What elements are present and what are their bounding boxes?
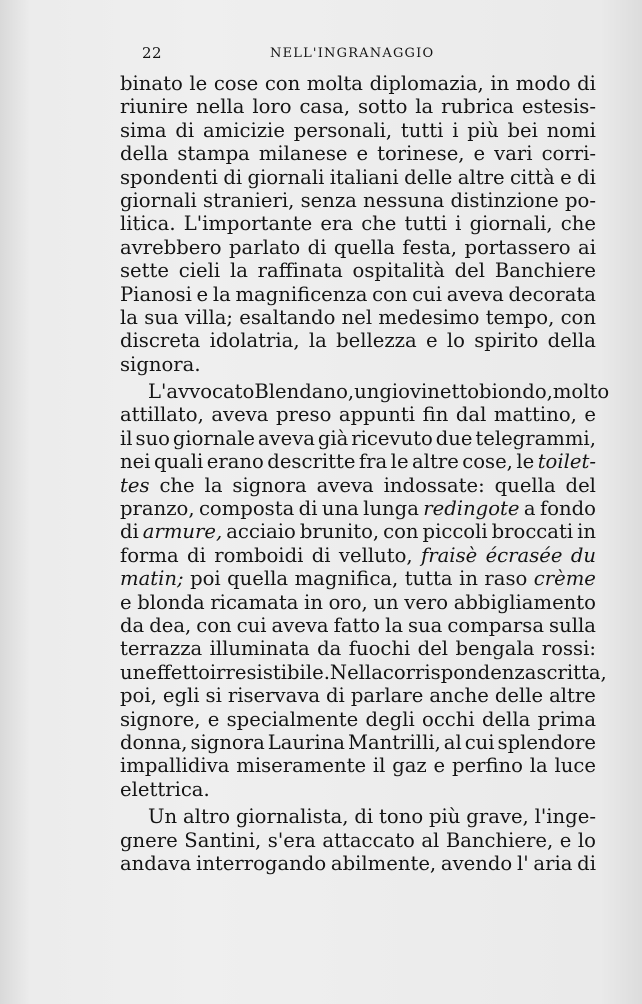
word: in <box>577 520 596 544</box>
word: s'era <box>267 828 316 852</box>
word: il <box>120 426 133 450</box>
text-line <box>120 72 596 95</box>
word: delle <box>494 684 544 708</box>
word: armure, <box>142 520 223 544</box>
body-text <box>120 72 610 875</box>
word: in <box>490 72 510 95</box>
word: e <box>560 165 572 189</box>
word: luce <box>554 754 596 778</box>
word: di <box>577 851 596 875</box>
text-line <box>120 852 596 875</box>
word: piccoli <box>422 520 488 544</box>
word: fin <box>422 403 449 427</box>
word: quella <box>494 473 556 497</box>
word: preso <box>276 403 332 427</box>
word: e <box>356 142 369 166</box>
word: a <box>523 497 536 521</box>
text-line <box>120 236 596 259</box>
word: ospitalità <box>352 259 445 283</box>
word: con <box>383 520 419 544</box>
word: corrispondenza <box>382 660 537 684</box>
word: fuochi <box>348 637 411 661</box>
word: abbigliamento <box>453 590 596 614</box>
word: estesis- <box>521 95 596 119</box>
word: aveva <box>271 613 329 637</box>
word: giornalista, <box>235 805 349 829</box>
word: della <box>481 707 531 731</box>
word: irresistibile. <box>209 660 330 684</box>
word: poi <box>190 567 221 591</box>
text-line <box>120 380 610 404</box>
word: di <box>298 497 318 521</box>
text-line <box>120 520 596 543</box>
word: e <box>425 329 438 353</box>
word: miseramente <box>236 754 367 778</box>
word: il <box>372 754 386 778</box>
word: sette <box>120 259 169 283</box>
text-line <box>120 829 596 852</box>
word: tono <box>379 805 424 829</box>
text-line <box>120 450 596 473</box>
text-line <box>120 754 596 777</box>
text-line <box>120 805 596 828</box>
word: toilet- <box>537 450 596 474</box>
word: cui <box>236 613 267 637</box>
word: erano <box>206 450 264 474</box>
word: Laurina <box>267 730 345 754</box>
word: medesimo <box>378 305 480 329</box>
word: nei <box>120 450 151 474</box>
word: dal <box>455 403 487 427</box>
text-line <box>120 329 596 352</box>
text-line <box>120 660 607 684</box>
word: distinzione <box>450 188 559 212</box>
word: oro, <box>328 590 368 614</box>
word: specialmente <box>226 707 359 731</box>
word: scritta, <box>536 660 607 684</box>
word: città <box>510 165 555 189</box>
word: velluto, <box>338 543 413 567</box>
word: più <box>467 118 499 142</box>
word: magnificenza <box>235 282 368 306</box>
word: la <box>415 95 434 119</box>
word: spirito <box>474 329 539 353</box>
text-line <box>120 544 596 567</box>
word: L'avvocato <box>148 380 255 404</box>
word: elettrica. <box>120 777 210 801</box>
word: del <box>565 473 596 497</box>
word: la <box>308 329 327 353</box>
word: si <box>205 684 222 708</box>
word: modo <box>515 72 571 95</box>
word: in <box>304 590 323 614</box>
word: in <box>459 567 478 591</box>
word: altre <box>549 684 596 708</box>
word: lunga <box>363 497 419 521</box>
word: di <box>354 805 374 829</box>
word: signora <box>232 473 307 497</box>
word: altre <box>457 165 505 189</box>
word: cose <box>213 72 259 95</box>
word: corri- <box>541 142 596 166</box>
word: raffinata <box>257 259 343 283</box>
word: Santini, <box>184 828 262 852</box>
text-line <box>120 212 596 235</box>
word: acciaio <box>226 520 296 544</box>
word: splendore <box>497 730 596 754</box>
text-line <box>120 684 596 707</box>
word: attillato, <box>120 403 204 427</box>
word: altre <box>412 450 459 474</box>
word: giornali <box>120 188 197 212</box>
text-line <box>120 119 596 142</box>
word: biondo, <box>479 380 553 404</box>
text-line <box>120 474 596 497</box>
text-line <box>120 283 596 306</box>
word: pranzo, <box>120 497 195 521</box>
word: e <box>120 590 132 614</box>
word: aveva <box>257 426 315 450</box>
word: interrogando <box>196 851 327 875</box>
word: festa, <box>402 235 458 259</box>
word: con <box>372 282 408 306</box>
word: nomi <box>546 118 596 142</box>
word: le <box>189 72 208 95</box>
word: giovinetto <box>379 380 480 404</box>
word: l' <box>516 851 529 875</box>
word: cui <box>412 282 443 306</box>
word: fatto <box>333 613 381 637</box>
word: da <box>120 613 145 637</box>
word: altro <box>183 805 230 829</box>
word: di <box>577 72 596 95</box>
word: romboidi <box>214 543 304 567</box>
word: prima <box>537 707 596 731</box>
word: perfino <box>451 754 523 778</box>
word: molto <box>552 380 610 404</box>
word: cose, <box>462 450 513 474</box>
word: parlare <box>350 684 424 708</box>
running-title: NELL'INGRANAGGIO <box>270 46 435 61</box>
word: redingote <box>423 497 520 521</box>
word: crème <box>533 567 596 591</box>
word: quali <box>153 450 204 474</box>
word: aria <box>533 851 573 875</box>
text-line <box>120 259 596 282</box>
text-line <box>120 731 596 754</box>
word: matin; <box>120 567 184 591</box>
text-line <box>120 166 596 189</box>
text-line <box>120 591 596 614</box>
word: anche <box>429 684 489 708</box>
word: e <box>433 754 446 778</box>
word: bengala <box>455 637 535 661</box>
word: di <box>311 543 331 567</box>
text-line <box>120 189 596 212</box>
word: con <box>196 613 232 637</box>
word: decorata <box>508 282 596 306</box>
word: quella <box>333 235 395 259</box>
word: poi, <box>120 684 157 708</box>
text-line <box>120 567 596 590</box>
word: senza <box>300 188 357 212</box>
word: giornali, <box>469 212 553 236</box>
word: tempo, <box>485 305 555 329</box>
text-line <box>120 427 596 450</box>
word: più <box>429 805 461 829</box>
word: Pianosi <box>120 282 192 306</box>
word: di <box>175 118 195 142</box>
word: con <box>264 72 301 95</box>
word: che <box>159 473 195 497</box>
word: donna, <box>120 730 188 754</box>
word: un <box>373 590 399 614</box>
word: stranieri, <box>203 188 295 212</box>
word: tes <box>120 473 150 497</box>
word: milanese <box>258 142 348 166</box>
word: diplomazia, <box>369 72 484 95</box>
word: esaltando <box>239 305 336 329</box>
word: Banchiere, <box>445 828 554 852</box>
word: lo <box>446 329 465 353</box>
word: nella <box>196 95 245 119</box>
word: spondenti <box>120 165 218 189</box>
word: tutta <box>404 567 453 591</box>
word: di <box>326 684 345 708</box>
word: la <box>212 282 231 306</box>
word: lo <box>577 828 596 852</box>
word: aveva <box>446 282 504 306</box>
word: quella <box>227 567 289 591</box>
word: écrasée <box>485 543 563 567</box>
word: sua <box>408 613 443 637</box>
word: i <box>455 212 462 236</box>
word: binato <box>120 72 183 95</box>
word: di <box>223 165 243 189</box>
word: nessuna <box>363 188 445 212</box>
word: abilmente, <box>330 851 437 875</box>
word: un <box>120 660 146 684</box>
word: due <box>435 426 473 450</box>
word: sima <box>120 118 167 142</box>
word: nel <box>341 305 373 329</box>
word: signora <box>190 730 265 754</box>
word: già <box>317 426 349 450</box>
word: un <box>354 380 380 404</box>
word: telegrammi, <box>475 426 596 450</box>
word: egli <box>162 684 200 708</box>
text-line <box>120 637 596 660</box>
word: e <box>559 828 572 852</box>
word: fraisè <box>421 543 478 567</box>
word: signora. <box>120 352 201 376</box>
word: cui <box>464 730 495 754</box>
word: sotto <box>357 95 408 119</box>
word: mattino, <box>493 403 577 427</box>
word: avendo <box>440 851 513 875</box>
word: sulla <box>549 613 596 637</box>
word: broccati <box>491 520 574 544</box>
word: al <box>443 730 462 754</box>
word: l'inge- <box>534 805 596 829</box>
word: giornale <box>172 426 255 450</box>
word: signore, <box>120 707 201 731</box>
text-line <box>120 95 596 118</box>
word: la <box>385 613 404 637</box>
text-line <box>120 142 596 165</box>
word: i <box>452 118 459 142</box>
word: con <box>560 305 596 329</box>
word: magnifica, <box>294 567 399 591</box>
text-line <box>120 614 596 637</box>
word: fondo <box>539 497 596 521</box>
word: aveva <box>316 473 374 497</box>
word: ricevuto <box>351 426 433 450</box>
word: era <box>320 212 354 236</box>
word: di <box>187 543 206 567</box>
word: la <box>204 473 223 497</box>
text-line <box>120 778 596 801</box>
word: la <box>529 754 548 778</box>
word: giornali <box>247 165 325 189</box>
word: villa; <box>184 305 233 329</box>
word: gnere <box>120 828 178 852</box>
word: parlato <box>229 235 301 259</box>
word: forma <box>120 543 179 567</box>
word: stampa <box>177 142 250 166</box>
word: comparsa <box>447 613 545 637</box>
word: italiani <box>329 165 399 189</box>
word: ai <box>578 235 596 259</box>
word: dea, <box>149 613 192 637</box>
word: ricamata <box>210 590 299 614</box>
word: personali, <box>293 118 393 142</box>
word: fra <box>358 450 388 474</box>
word: po- <box>565 188 596 212</box>
word: Un <box>148 805 178 829</box>
word: idolatria, <box>209 329 300 353</box>
word: effetto <box>145 660 210 684</box>
word: la <box>229 259 248 283</box>
word: cieli <box>178 259 221 283</box>
word: gaz <box>392 754 427 778</box>
word: occhi <box>422 707 475 731</box>
word: e <box>584 403 596 427</box>
word: attaccato <box>322 828 415 852</box>
word: Mantrilli, <box>347 730 441 754</box>
text-line <box>120 353 596 376</box>
word: impallidiva <box>120 754 230 778</box>
word: loro <box>252 95 292 119</box>
word: del <box>417 637 449 661</box>
word: delle <box>404 165 453 189</box>
word: bei <box>507 118 538 142</box>
word: indossate: <box>383 473 485 497</box>
word: andava <box>120 851 192 875</box>
word: di <box>307 235 327 259</box>
word: appunti <box>338 403 416 427</box>
word: suo <box>135 426 170 450</box>
word: di <box>120 520 139 544</box>
text-line <box>120 497 596 520</box>
word: grave, <box>466 805 529 829</box>
word: amicizie <box>202 118 285 142</box>
word: litica. <box>120 212 176 236</box>
word: da <box>317 637 342 661</box>
word: riservava <box>227 684 320 708</box>
word: terrazza <box>120 637 203 661</box>
word: le <box>516 450 535 474</box>
page-header <box>0 44 642 68</box>
word: che <box>361 212 397 236</box>
word: di <box>577 165 596 189</box>
word: du <box>570 543 596 567</box>
page-number: 22 <box>142 44 163 62</box>
word: illuminata <box>209 637 310 661</box>
word: descritte <box>267 450 356 474</box>
text-line <box>120 708 596 731</box>
word: e <box>196 282 209 306</box>
word: portassero <box>464 235 571 259</box>
word: torinese, <box>377 142 465 166</box>
word: brunito, <box>299 520 380 544</box>
text-line <box>120 403 596 426</box>
word: al <box>421 828 440 852</box>
word: raso <box>484 567 528 591</box>
word: sua <box>144 305 179 329</box>
word: del <box>454 259 486 283</box>
word: rubrica <box>441 95 514 119</box>
word: molta <box>306 72 363 95</box>
word: una <box>321 497 359 521</box>
word: rossi: <box>541 637 596 661</box>
word: L'importante <box>183 212 313 236</box>
word: avrebbero <box>120 235 222 259</box>
word: e <box>473 142 486 166</box>
text-line <box>120 306 596 329</box>
word: tutti <box>400 118 444 142</box>
word: riunire <box>120 95 189 119</box>
word: casa, <box>299 95 351 119</box>
word: discreta <box>120 329 201 353</box>
word: Blendano, <box>254 380 355 404</box>
word: la <box>120 305 138 329</box>
word: blonda <box>137 590 205 614</box>
word: bellezza <box>336 329 417 353</box>
word: le <box>390 450 409 474</box>
word: Nella <box>329 660 383 684</box>
word: tutti <box>404 212 448 236</box>
word: Banchiere <box>494 259 596 283</box>
word: composta <box>198 497 295 521</box>
word: vari <box>494 142 533 166</box>
word: vero <box>404 590 449 614</box>
word: degli <box>365 707 415 731</box>
word: della <box>547 329 596 353</box>
word: che <box>560 212 596 236</box>
word: aveva <box>211 403 269 427</box>
word: della <box>120 142 169 166</box>
word: e <box>207 707 220 731</box>
